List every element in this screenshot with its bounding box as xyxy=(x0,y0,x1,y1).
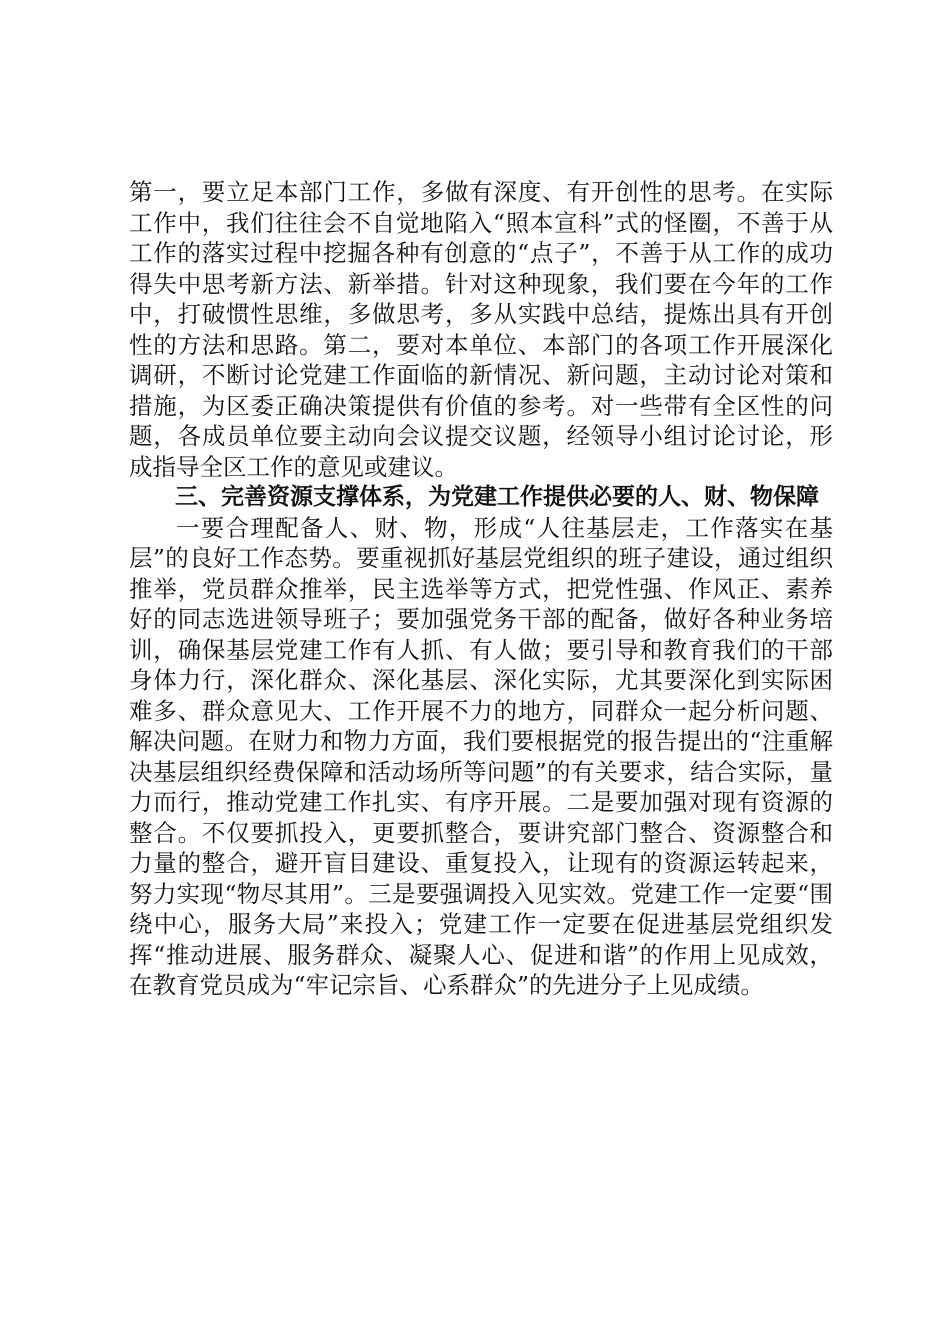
body-paragraph: 一要合理配备人、财、物，形成“人往基层走，工作落实在基层”的良好工作态势。要重视抓好基层党组织的班子建设，通过组织推举，党员群众推举，民主选举等方式，把党性强、作风正、素养好的同志选进领导班子；要加强党务干部的配备，做好各种业务培训，确保基层党建工作有人抓、有人做；要引导和教育我们的干部身体力行，深化群众、深化基层、深化实际，尤其要深化到实际困难多、群众意见大、工作开展不力的地方，同群众一起分析问题、解决问题。在财力和物力方面，我们要根据党的报告提出的“注重解决基层组织经费保障和活动场所等问题”的有关要求，结合实际，量力而行，推动党建工作扎实、有序开展。二是要加强对现有资源的整合。不仅要抓投入，更要抓整合，要讲究部门整合、资源整合和力量的整合，避开盲目建设、重复投入，让现有的资源运转起来，努力实现“物尽其用”。三是要强调投入见实效。党建工作一定要“围绕中心，服务大局”来投入；党建工作一定要在促进基层党组织发挥“推动进展、服务群众、凝聚人心、促进和谐”的作用上见成效，在教育党员成为“牢记宗旨、心系群众”的先进分子上见成绩。 xyxy=(129,513,833,999)
section-heading: 三、完善资源支撑体系，为党建工作提供必要的人、财、物保障 xyxy=(175,484,819,510)
body-paragraph-continuation: 第一，要立足本部门工作，多做有深度、有开创性的思考。在实际工作中，我们往往会不自觉地陷入“照本宣科”式的怪圈，不善于从工作的落实过程中挖掘各种有创意的“点子”，不善于从工作的成功得失中思考新方法、新举措。针对这种现象，我们要在今年的工作中，打破惯性思维，多做思考，多从实践中总结，提炼出具有开创性的方法和思路。第二，要对本单位、本部门的各项工作开展深化调研，不断讨论党建工作面临的新情况、新问题，主动讨论对策和措施，为区委正确决策提供有价值的参考。对一些带有全区性的问题，各成员单位要主动向会议提交议题，经领导小组讨论讨论，形成指导全区工作的意见或建议。 xyxy=(129,178,833,481)
document-page xyxy=(129,177,833,1001)
